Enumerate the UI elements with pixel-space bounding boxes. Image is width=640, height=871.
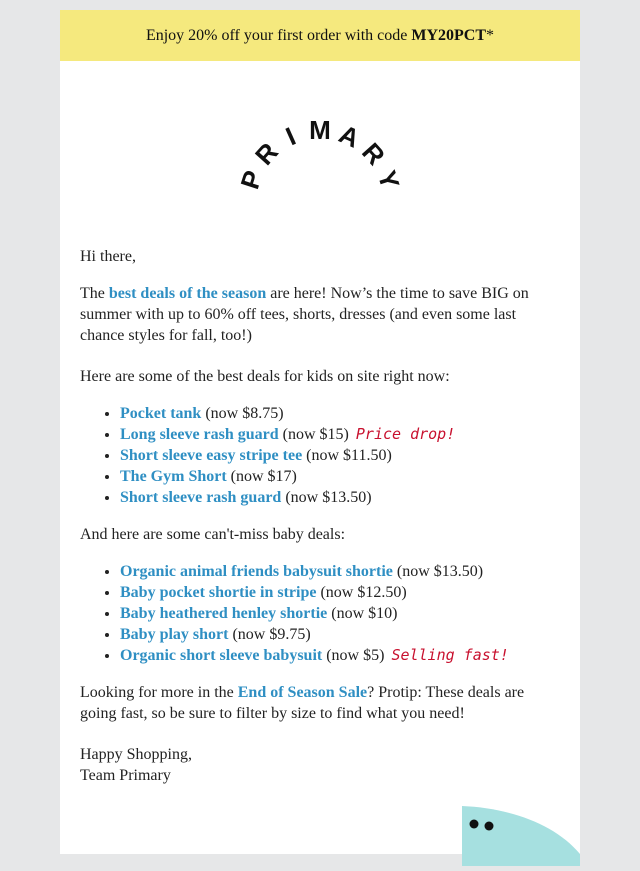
list-item <box>120 403 550 424</box>
logo-letter: Y <box>371 166 406 193</box>
end-of-season-sale-link[interactable]: End of Season Sale <box>237 684 368 701</box>
more-paragraph <box>80 682 550 724</box>
decorative-blob <box>460 806 580 871</box>
intro-paragraph <box>80 283 550 346</box>
product-link[interactable]: Long sleeve rash guard <box>120 426 279 443</box>
signoff-line-1: Happy Shopping, <box>80 746 192 763</box>
product-link[interactable]: Baby heathered henley shortie <box>120 605 328 622</box>
list-item <box>120 466 550 487</box>
logo-letter: P <box>234 166 269 193</box>
product-link[interactable]: Organic animal friends babysuit shortie <box>120 563 393 580</box>
list-item <box>120 487 550 508</box>
product-link[interactable]: Pocket tank <box>120 405 202 422</box>
logo-letter: R <box>356 136 392 171</box>
promo-text: Enjoy 20% off your first order with code <box>145 26 408 44</box>
list-item <box>120 424 550 445</box>
product-price: (now $15) <box>282 426 349 443</box>
greeting: Hi there, <box>80 248 136 265</box>
logo-letter: I <box>281 120 301 152</box>
selling-fast-tag: Selling fast! <box>391 646 509 664</box>
promo-code: MY20PCT <box>411 26 487 44</box>
blob-eye <box>470 820 479 829</box>
product-price: (now $12.50) <box>320 584 407 601</box>
product-link[interactable]: Short sleeve rash guard <box>120 489 282 506</box>
product-price: (now $13.50) <box>285 489 372 506</box>
logo-letter: R <box>248 136 284 171</box>
intro-post: are here! Now’s the time to save BIG on summer with up to 60% off tees, shorts, dresses (and even some last chance styles for fall, too!) <box>80 285 529 344</box>
product-price: (now $17) <box>230 468 297 485</box>
kids-deals-list <box>80 403 550 508</box>
product-link[interactable]: Organic short sleeve babysuit <box>120 647 323 664</box>
promo-asterisk: * <box>486 26 495 44</box>
promo-banner <box>60 10 580 61</box>
intro-pre: The <box>80 285 105 302</box>
more-post: ? Protip: These deals are going fast, so be sure to filter by size to find what you need! <box>80 684 525 722</box>
logo-letter: A <box>334 118 365 154</box>
primary-logo[interactable] <box>60 110 580 210</box>
product-price: (now $5) <box>326 647 385 664</box>
list-item <box>120 445 550 466</box>
product-link[interactable]: Baby play short <box>120 626 229 643</box>
list-item <box>120 603 550 624</box>
product-price: (now $11.50) <box>306 447 392 464</box>
logo-letter: M <box>309 114 331 145</box>
signoff-line-2: Team Primary <box>80 767 171 784</box>
kids-deals-heading: Here are some of the best deals for kids on site right now: <box>80 368 450 385</box>
best-deals-link[interactable]: best deals of the season <box>108 285 267 302</box>
product-link[interactable]: Short sleeve easy stripe tee <box>120 447 303 464</box>
price-drop-tag: Price drop! <box>355 425 456 443</box>
email-content <box>80 246 550 786</box>
baby-deals-list <box>80 561 550 666</box>
product-link[interactable]: Baby pocket shortie in stripe <box>120 584 317 601</box>
product-price: (now $8.75) <box>205 405 284 422</box>
list-item <box>120 624 550 645</box>
product-link[interactable]: The Gym Short <box>120 468 227 485</box>
product-price: (now $13.50) <box>396 563 484 580</box>
list-item <box>120 582 550 603</box>
baby-deals-heading: And here are some can't-miss baby deals: <box>80 526 346 543</box>
list-item <box>120 561 550 582</box>
list-item <box>120 645 550 666</box>
more-pre: Looking for more in the <box>80 684 234 701</box>
product-price: (now $10) <box>331 605 398 622</box>
blob-eye <box>485 822 494 831</box>
product-price: (now $9.75) <box>232 626 311 643</box>
logo-arc <box>234 110 406 210</box>
signoff <box>80 744 550 786</box>
